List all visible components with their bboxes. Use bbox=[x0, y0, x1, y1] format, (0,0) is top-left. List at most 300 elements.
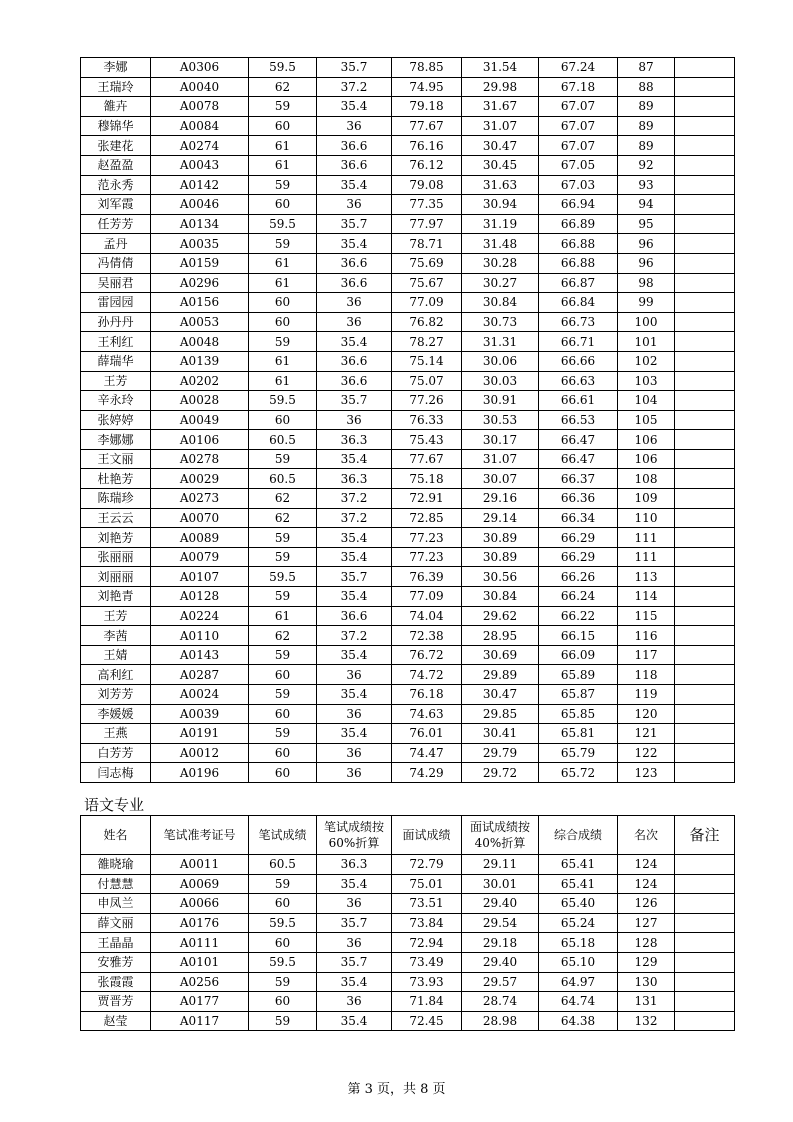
cell-written-score: 60 bbox=[249, 894, 317, 914]
cell-interview-40pct: 31.07 bbox=[462, 116, 539, 136]
table-row bbox=[81, 332, 735, 352]
cell-written-score: 60 bbox=[249, 410, 317, 430]
cell-remark bbox=[675, 430, 735, 450]
cell-rank: 118 bbox=[618, 665, 675, 685]
header-total-score: 综合成绩 bbox=[539, 816, 618, 855]
table-row bbox=[81, 528, 735, 548]
cell-interview-score: 77.67 bbox=[392, 116, 462, 136]
cell-name: 陈瑞珍 bbox=[81, 489, 151, 509]
cell-interview-40pct: 31.63 bbox=[462, 175, 539, 195]
cell-rank: 127 bbox=[618, 913, 675, 933]
table-row bbox=[81, 293, 735, 313]
cell-interview-score: 72.85 bbox=[392, 508, 462, 528]
cell-rank: 89 bbox=[618, 136, 675, 156]
cell-interview-40pct: 30.28 bbox=[462, 253, 539, 273]
cell-interview-40pct: 29.11 bbox=[462, 855, 539, 875]
cell-total-score: 66.88 bbox=[539, 253, 618, 273]
cell-name: 赵莹 bbox=[81, 1011, 151, 1031]
table-row bbox=[81, 587, 735, 607]
header-written-score: 笔试成绩 bbox=[249, 816, 317, 855]
cell-written-score: 60 bbox=[249, 195, 317, 215]
cell-interview-40pct: 30.94 bbox=[462, 195, 539, 215]
table-row bbox=[81, 743, 735, 763]
cell-written-score: 59 bbox=[249, 449, 317, 469]
cell-exam-id: A0287 bbox=[151, 665, 249, 685]
cell-written-60pct: 36.6 bbox=[317, 253, 392, 273]
cell-total-score: 66.63 bbox=[539, 371, 618, 391]
cell-exam-id: A0128 bbox=[151, 587, 249, 607]
cell-interview-score: 77.35 bbox=[392, 195, 462, 215]
cell-rank: 104 bbox=[618, 391, 675, 411]
cell-interview-score: 74.95 bbox=[392, 77, 462, 97]
cell-interview-score: 77.09 bbox=[392, 293, 462, 313]
cell-total-score: 66.47 bbox=[539, 430, 618, 450]
cell-name: 穆锦华 bbox=[81, 116, 151, 136]
cell-rank: 94 bbox=[618, 195, 675, 215]
cell-name: 付慧慧 bbox=[81, 874, 151, 894]
cell-interview-40pct: 29.62 bbox=[462, 606, 539, 626]
cell-rank: 111 bbox=[618, 547, 675, 567]
cell-total-score: 66.87 bbox=[539, 273, 618, 293]
cell-written-60pct: 35.7 bbox=[317, 913, 392, 933]
cell-name: 刘军霞 bbox=[81, 195, 151, 215]
table-row bbox=[81, 351, 735, 371]
cell-exam-id: A0029 bbox=[151, 469, 249, 489]
cell-written-score: 59 bbox=[249, 874, 317, 894]
cell-written-score: 59 bbox=[249, 175, 317, 195]
cell-interview-40pct: 30.17 bbox=[462, 430, 539, 450]
cell-remark bbox=[675, 97, 735, 117]
cell-name: 白芳芳 bbox=[81, 743, 151, 763]
cell-written-60pct: 36.6 bbox=[317, 606, 392, 626]
cell-written-score: 62 bbox=[249, 489, 317, 509]
cell-interview-score: 72.91 bbox=[392, 489, 462, 509]
table-row bbox=[81, 253, 735, 273]
cell-total-score: 66.53 bbox=[539, 410, 618, 430]
cell-remark bbox=[675, 253, 735, 273]
cell-total-score: 66.36 bbox=[539, 489, 618, 509]
cell-total-score: 66.29 bbox=[539, 547, 618, 567]
cell-rank: 100 bbox=[618, 312, 675, 332]
cell-exam-id: A0040 bbox=[151, 77, 249, 97]
cell-total-score: 67.07 bbox=[539, 116, 618, 136]
cell-interview-score: 78.27 bbox=[392, 332, 462, 352]
cell-interview-score: 74.63 bbox=[392, 704, 462, 724]
cell-name: 雷园园 bbox=[81, 293, 151, 313]
cell-name: 王燕 bbox=[81, 724, 151, 744]
cell-written-60pct: 36.6 bbox=[317, 351, 392, 371]
cell-written-score: 61 bbox=[249, 371, 317, 391]
cell-name: 张婷婷 bbox=[81, 410, 151, 430]
cell-interview-40pct: 30.73 bbox=[462, 312, 539, 332]
cell-interview-score: 77.26 bbox=[392, 391, 462, 411]
table-row bbox=[81, 665, 735, 685]
cell-interview-40pct: 31.54 bbox=[462, 58, 539, 78]
cell-exam-id: A0028 bbox=[151, 391, 249, 411]
cell-total-score: 66.73 bbox=[539, 312, 618, 332]
cell-remark bbox=[675, 685, 735, 705]
table-row bbox=[81, 763, 735, 783]
cell-written-score: 59 bbox=[249, 972, 317, 992]
cell-interview-40pct: 29.18 bbox=[462, 933, 539, 953]
cell-total-score: 65.81 bbox=[539, 724, 618, 744]
cell-written-score: 61 bbox=[249, 136, 317, 156]
cell-exam-id: A0273 bbox=[151, 489, 249, 509]
cell-exam-id: A0143 bbox=[151, 645, 249, 665]
cell-interview-40pct: 29.40 bbox=[462, 952, 539, 972]
cell-name: 王文丽 bbox=[81, 449, 151, 469]
cell-written-score: 60 bbox=[249, 933, 317, 953]
cell-exam-id: A0196 bbox=[151, 763, 249, 783]
cell-rank: 105 bbox=[618, 410, 675, 430]
cell-total-score: 66.29 bbox=[539, 528, 618, 548]
cell-written-60pct: 36 bbox=[317, 933, 392, 953]
cell-total-score: 67.07 bbox=[539, 97, 618, 117]
cell-remark bbox=[675, 332, 735, 352]
table-row bbox=[81, 704, 735, 724]
cell-name: 贾晋芳 bbox=[81, 992, 151, 1012]
cell-name: 王芳 bbox=[81, 606, 151, 626]
cell-rank: 110 bbox=[618, 508, 675, 528]
cell-rank: 98 bbox=[618, 273, 675, 293]
cell-rank: 106 bbox=[618, 430, 675, 450]
cell-written-60pct: 36 bbox=[317, 992, 392, 1012]
cell-name: 辛永玲 bbox=[81, 391, 151, 411]
cell-remark bbox=[675, 136, 735, 156]
cell-exam-id: A0084 bbox=[151, 116, 249, 136]
cell-written-60pct: 37.2 bbox=[317, 626, 392, 646]
header-name: 姓名 bbox=[81, 816, 151, 855]
cell-written-60pct: 35.4 bbox=[317, 645, 392, 665]
section-title: 语文专业 bbox=[84, 796, 145, 814]
cell-rank: 87 bbox=[618, 58, 675, 78]
cell-remark bbox=[675, 273, 735, 293]
cell-exam-id: A0046 bbox=[151, 195, 249, 215]
cell-remark bbox=[675, 913, 735, 933]
cell-written-60pct: 35.4 bbox=[317, 587, 392, 607]
cell-written-60pct: 35.4 bbox=[317, 1011, 392, 1031]
cell-exam-id: A0039 bbox=[151, 704, 249, 724]
cell-total-score: 66.15 bbox=[539, 626, 618, 646]
table-row bbox=[81, 508, 735, 528]
cell-rank: 93 bbox=[618, 175, 675, 195]
cell-total-score: 67.18 bbox=[539, 77, 618, 97]
cell-total-score: 67.05 bbox=[539, 155, 618, 175]
cell-written-score: 59 bbox=[249, 645, 317, 665]
table-row bbox=[81, 874, 735, 894]
cell-exam-id: A0069 bbox=[151, 874, 249, 894]
cell-exam-id: A0106 bbox=[151, 430, 249, 450]
cell-rank: 101 bbox=[618, 332, 675, 352]
cell-exam-id: A0078 bbox=[151, 97, 249, 117]
cell-remark bbox=[675, 933, 735, 953]
table-row bbox=[81, 312, 735, 332]
table-row bbox=[81, 214, 735, 234]
cell-interview-40pct: 30.03 bbox=[462, 371, 539, 391]
cell-interview-score: 75.18 bbox=[392, 469, 462, 489]
cell-written-score: 60 bbox=[249, 116, 317, 136]
cell-rank: 114 bbox=[618, 587, 675, 607]
cell-total-score: 65.79 bbox=[539, 743, 618, 763]
cell-written-score: 60 bbox=[249, 704, 317, 724]
cell-interview-score: 76.01 bbox=[392, 724, 462, 744]
cell-interview-score: 75.07 bbox=[392, 371, 462, 391]
cell-interview-score: 74.29 bbox=[392, 763, 462, 783]
cell-rank: 111 bbox=[618, 528, 675, 548]
cell-rank: 96 bbox=[618, 253, 675, 273]
cell-interview-40pct: 29.57 bbox=[462, 972, 539, 992]
cell-written-score: 59.5 bbox=[249, 214, 317, 234]
cell-total-score: 66.37 bbox=[539, 469, 618, 489]
cell-exam-id: A0177 bbox=[151, 992, 249, 1012]
table-row bbox=[81, 894, 735, 914]
cell-remark bbox=[675, 665, 735, 685]
cell-written-score: 59 bbox=[249, 587, 317, 607]
cell-exam-id: A0043 bbox=[151, 155, 249, 175]
cell-remark bbox=[675, 724, 735, 744]
cell-interview-40pct: 31.07 bbox=[462, 449, 539, 469]
cell-remark bbox=[675, 77, 735, 97]
cell-exam-id: A0274 bbox=[151, 136, 249, 156]
cell-written-60pct: 35.4 bbox=[317, 234, 392, 254]
cell-total-score: 66.34 bbox=[539, 508, 618, 528]
cell-name: 刘艳芳 bbox=[81, 528, 151, 548]
table-row bbox=[81, 273, 735, 293]
cell-interview-score: 78.71 bbox=[392, 234, 462, 254]
cell-name: 李茜 bbox=[81, 626, 151, 646]
cell-total-score: 66.24 bbox=[539, 587, 618, 607]
cell-interview-score: 76.18 bbox=[392, 685, 462, 705]
cell-rank: 113 bbox=[618, 567, 675, 587]
cell-written-60pct: 35.7 bbox=[317, 952, 392, 972]
cell-rank: 128 bbox=[618, 933, 675, 953]
cell-total-score: 66.26 bbox=[539, 567, 618, 587]
cell-name: 王瑞玲 bbox=[81, 77, 151, 97]
cell-interview-40pct: 29.54 bbox=[462, 913, 539, 933]
cell-exam-id: A0110 bbox=[151, 626, 249, 646]
cell-interview-score: 72.38 bbox=[392, 626, 462, 646]
cell-written-score: 60.5 bbox=[249, 469, 317, 489]
table-row bbox=[81, 645, 735, 665]
table-row bbox=[81, 724, 735, 744]
cell-interview-40pct: 30.45 bbox=[462, 155, 539, 175]
cell-name: 李媛媛 bbox=[81, 704, 151, 724]
cell-written-score: 62 bbox=[249, 626, 317, 646]
cell-name: 李娜 bbox=[81, 58, 151, 78]
cell-interview-score: 75.67 bbox=[392, 273, 462, 293]
cell-remark bbox=[675, 351, 735, 371]
cell-rank: 131 bbox=[618, 992, 675, 1012]
cell-name: 张丽丽 bbox=[81, 547, 151, 567]
table-row bbox=[81, 567, 735, 587]
cell-interview-40pct: 28.98 bbox=[462, 1011, 539, 1031]
cell-rank: 129 bbox=[618, 952, 675, 972]
cell-interview-40pct: 29.72 bbox=[462, 763, 539, 783]
table-row bbox=[81, 116, 735, 136]
table-row bbox=[81, 469, 735, 489]
cell-name: 吴丽君 bbox=[81, 273, 151, 293]
cell-remark bbox=[675, 992, 735, 1012]
cell-exam-id: A0296 bbox=[151, 273, 249, 293]
cell-remark bbox=[675, 214, 735, 234]
cell-written-60pct: 36.6 bbox=[317, 136, 392, 156]
cell-name: 薛文丽 bbox=[81, 913, 151, 933]
table-row bbox=[81, 606, 735, 626]
cell-written-score: 59.5 bbox=[249, 567, 317, 587]
cell-remark bbox=[675, 312, 735, 332]
cell-exam-id: A0049 bbox=[151, 410, 249, 430]
cell-interview-score: 74.47 bbox=[392, 743, 462, 763]
cell-rank: 102 bbox=[618, 351, 675, 371]
cell-rank: 123 bbox=[618, 763, 675, 783]
cell-remark bbox=[675, 528, 735, 548]
table-row bbox=[81, 175, 735, 195]
cell-rank: 122 bbox=[618, 743, 675, 763]
cell-remark bbox=[675, 894, 735, 914]
cell-total-score: 66.47 bbox=[539, 449, 618, 469]
cell-written-60pct: 36 bbox=[317, 195, 392, 215]
cell-written-score: 60.5 bbox=[249, 430, 317, 450]
cell-name: 张霞霞 bbox=[81, 972, 151, 992]
cell-remark bbox=[675, 508, 735, 528]
cell-rank: 109 bbox=[618, 489, 675, 509]
cell-remark bbox=[675, 763, 735, 783]
cell-remark bbox=[675, 449, 735, 469]
header-rank: 名次 bbox=[618, 816, 675, 855]
cell-remark bbox=[675, 645, 735, 665]
table-row bbox=[81, 952, 735, 972]
cell-name: 高利红 bbox=[81, 665, 151, 685]
cell-exam-id: A0176 bbox=[151, 913, 249, 933]
cell-rank: 115 bbox=[618, 606, 675, 626]
cell-interview-40pct: 30.84 bbox=[462, 587, 539, 607]
cell-interview-40pct: 29.40 bbox=[462, 894, 539, 914]
cell-written-60pct: 35.4 bbox=[317, 685, 392, 705]
cell-exam-id: A0089 bbox=[151, 528, 249, 548]
cell-total-score: 64.97 bbox=[539, 972, 618, 992]
cell-exam-id: A0256 bbox=[151, 972, 249, 992]
cell-interview-score: 79.08 bbox=[392, 175, 462, 195]
cell-exam-id: A0156 bbox=[151, 293, 249, 313]
table-row bbox=[81, 430, 735, 450]
cell-rank: 103 bbox=[618, 371, 675, 391]
cell-written-score: 62 bbox=[249, 77, 317, 97]
cell-exam-id: A0142 bbox=[151, 175, 249, 195]
cell-name: 范永秀 bbox=[81, 175, 151, 195]
table-row bbox=[81, 547, 735, 567]
cell-interview-score: 72.94 bbox=[392, 933, 462, 953]
cell-written-60pct: 35.4 bbox=[317, 724, 392, 744]
header-remark: 备注 bbox=[675, 816, 735, 855]
header-written-60pct: 笔试成绩按60%折算 bbox=[317, 816, 392, 855]
table-header-row bbox=[81, 816, 735, 855]
cell-rank: 88 bbox=[618, 77, 675, 97]
cell-written-60pct: 36 bbox=[317, 743, 392, 763]
cell-remark bbox=[675, 371, 735, 391]
cell-interview-40pct: 31.67 bbox=[462, 97, 539, 117]
cell-written-score: 61 bbox=[249, 606, 317, 626]
table-row bbox=[81, 371, 735, 391]
cell-interview-40pct: 29.85 bbox=[462, 704, 539, 724]
cell-total-score: 66.61 bbox=[539, 391, 618, 411]
cell-written-score: 61 bbox=[249, 273, 317, 293]
cell-name: 薛瑞华 bbox=[81, 351, 151, 371]
score-table-body bbox=[81, 58, 735, 783]
score-table-continued bbox=[80, 57, 735, 783]
cell-total-score: 65.10 bbox=[539, 952, 618, 972]
cell-interview-40pct: 30.07 bbox=[462, 469, 539, 489]
cell-written-60pct: 36 bbox=[317, 312, 392, 332]
cell-written-60pct: 36 bbox=[317, 665, 392, 685]
cell-interview-40pct: 29.16 bbox=[462, 489, 539, 509]
cell-remark bbox=[675, 587, 735, 607]
cell-total-score: 66.22 bbox=[539, 606, 618, 626]
cell-interview-score: 72.45 bbox=[392, 1011, 462, 1031]
cell-written-score: 60 bbox=[249, 312, 317, 332]
cell-exam-id: A0111 bbox=[151, 933, 249, 953]
cell-name: 孟丹 bbox=[81, 234, 151, 254]
cell-written-score: 61 bbox=[249, 155, 317, 175]
cell-interview-40pct: 30.89 bbox=[462, 528, 539, 548]
cell-total-score: 66.66 bbox=[539, 351, 618, 371]
cell-interview-score: 75.43 bbox=[392, 430, 462, 450]
table-row bbox=[81, 449, 735, 469]
cell-total-score: 64.74 bbox=[539, 992, 618, 1012]
cell-written-60pct: 35.4 bbox=[317, 332, 392, 352]
table-row bbox=[81, 855, 735, 875]
cell-exam-id: A0079 bbox=[151, 547, 249, 567]
table-row bbox=[81, 489, 735, 509]
cell-written-60pct: 37.2 bbox=[317, 508, 392, 528]
cell-exam-id: A0224 bbox=[151, 606, 249, 626]
cell-remark bbox=[675, 743, 735, 763]
cell-name: 张建花 bbox=[81, 136, 151, 156]
cell-remark bbox=[675, 293, 735, 313]
cell-interview-score: 73.51 bbox=[392, 894, 462, 914]
table-row bbox=[81, 992, 735, 1012]
cell-exam-id: A0066 bbox=[151, 894, 249, 914]
cell-written-60pct: 35.7 bbox=[317, 214, 392, 234]
cell-written-score: 59.5 bbox=[249, 952, 317, 972]
cell-interview-40pct: 31.48 bbox=[462, 234, 539, 254]
cell-remark bbox=[675, 175, 735, 195]
cell-written-60pct: 36 bbox=[317, 704, 392, 724]
cell-rank: 130 bbox=[618, 972, 675, 992]
cell-written-score: 59.5 bbox=[249, 58, 317, 78]
cell-interview-score: 73.49 bbox=[392, 952, 462, 972]
cell-rank: 124 bbox=[618, 855, 675, 875]
cell-interview-40pct: 30.27 bbox=[462, 273, 539, 293]
cell-exam-id: A0278 bbox=[151, 449, 249, 469]
table-row bbox=[81, 685, 735, 705]
cell-name: 王芳 bbox=[81, 371, 151, 391]
cell-written-60pct: 36.3 bbox=[317, 469, 392, 489]
cell-exam-id: A0107 bbox=[151, 567, 249, 587]
cell-remark bbox=[675, 626, 735, 646]
cell-name: 刘芳芳 bbox=[81, 685, 151, 705]
cell-total-score: 65.72 bbox=[539, 763, 618, 783]
cell-written-60pct: 36.6 bbox=[317, 273, 392, 293]
cell-exam-id: A0202 bbox=[151, 371, 249, 391]
cell-remark bbox=[675, 1011, 735, 1031]
cell-interview-score: 73.93 bbox=[392, 972, 462, 992]
cell-exam-id: A0117 bbox=[151, 1011, 249, 1031]
cell-exam-id: A0048 bbox=[151, 332, 249, 352]
cell-interview-40pct: 28.95 bbox=[462, 626, 539, 646]
cell-exam-id: A0306 bbox=[151, 58, 249, 78]
cell-interview-score: 75.69 bbox=[392, 253, 462, 273]
cell-interview-40pct: 30.69 bbox=[462, 645, 539, 665]
